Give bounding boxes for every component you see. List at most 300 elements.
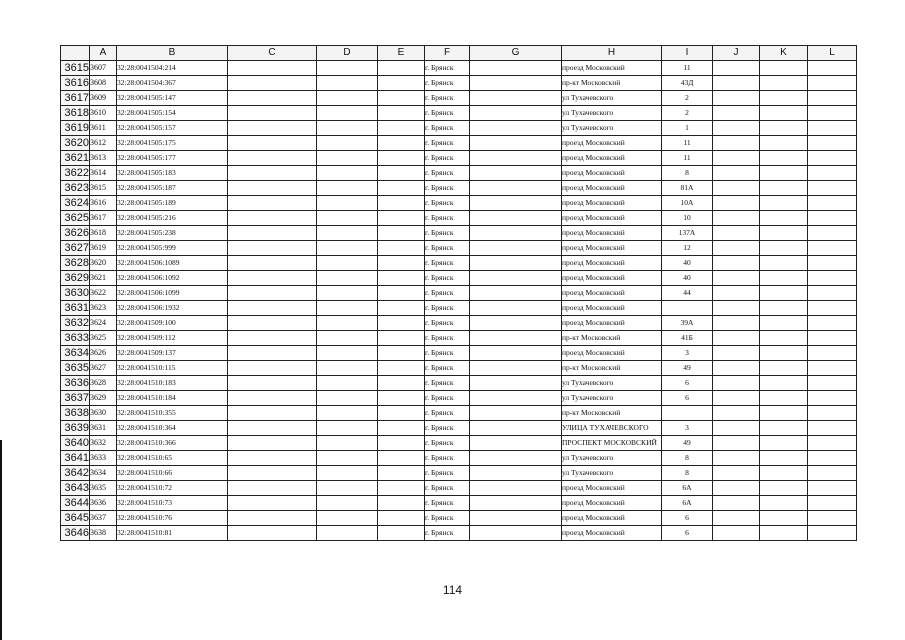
cell-i[interactable]: 11 xyxy=(662,151,713,166)
cell-j[interactable] xyxy=(713,331,760,346)
cell-i[interactable]: 11 xyxy=(662,61,713,76)
cell-a[interactable]: 3607 xyxy=(90,61,117,76)
cell-j[interactable] xyxy=(713,346,760,361)
cell-e[interactable] xyxy=(378,391,425,406)
cell-h[interactable]: пр-кт Московский xyxy=(562,406,662,421)
cell-d[interactable] xyxy=(317,301,378,316)
cell-c[interactable] xyxy=(228,406,317,421)
cell-d[interactable] xyxy=(317,316,378,331)
cell-g[interactable] xyxy=(470,481,562,496)
cell-g[interactable] xyxy=(470,136,562,151)
cell-k[interactable] xyxy=(760,496,808,511)
cell-b[interactable]: 32:28:0041506:1099 xyxy=(117,286,228,301)
row-number[interactable]: 3643 xyxy=(61,481,90,496)
row-number[interactable]: 3635 xyxy=(61,361,90,376)
cell-g[interactable] xyxy=(470,376,562,391)
cell-c[interactable] xyxy=(228,511,317,526)
row-number[interactable]: 3619 xyxy=(61,121,90,136)
cell-l[interactable] xyxy=(808,496,857,511)
cell-l[interactable] xyxy=(808,391,857,406)
cell-d[interactable] xyxy=(317,91,378,106)
cell-e[interactable] xyxy=(378,451,425,466)
cell-l[interactable] xyxy=(808,481,857,496)
cell-e[interactable] xyxy=(378,91,425,106)
cell-g[interactable] xyxy=(470,241,562,256)
cell-j[interactable] xyxy=(713,121,760,136)
cell-i[interactable]: 6 xyxy=(662,376,713,391)
cell-k[interactable] xyxy=(760,391,808,406)
cell-g[interactable] xyxy=(470,361,562,376)
cell-i[interactable]: 11 xyxy=(662,136,713,151)
cell-j[interactable] xyxy=(713,481,760,496)
cell-e[interactable] xyxy=(378,421,425,436)
cell-a[interactable]: 3620 xyxy=(90,256,117,271)
cell-g[interactable] xyxy=(470,106,562,121)
cell-a[interactable]: 3613 xyxy=(90,151,117,166)
cell-b[interactable]: 32:28:0041510:183 xyxy=(117,376,228,391)
cell-i[interactable] xyxy=(662,406,713,421)
cell-l[interactable] xyxy=(808,181,857,196)
cell-e[interactable] xyxy=(378,436,425,451)
cell-b[interactable]: 32:28:0041510:76 xyxy=(117,511,228,526)
cell-h[interactable]: проезд Московский xyxy=(562,271,662,286)
cell-d[interactable] xyxy=(317,526,378,541)
cell-h[interactable]: УЛИЦА ТУХАЧЕВСКОГО xyxy=(562,421,662,436)
cell-e[interactable] xyxy=(378,301,425,316)
cell-a[interactable]: 3628 xyxy=(90,376,117,391)
cell-k[interactable] xyxy=(760,61,808,76)
cell-e[interactable] xyxy=(378,346,425,361)
cell-c[interactable] xyxy=(228,166,317,181)
cell-b[interactable]: 32:28:0041505:187 xyxy=(117,181,228,196)
cell-i[interactable]: 3 xyxy=(662,421,713,436)
cell-k[interactable] xyxy=(760,226,808,241)
cell-b[interactable]: 32:28:0041509:137 xyxy=(117,346,228,361)
cell-j[interactable] xyxy=(713,496,760,511)
cell-e[interactable] xyxy=(378,76,425,91)
cell-b[interactable]: 32:28:0041505:999 xyxy=(117,241,228,256)
cell-c[interactable] xyxy=(228,391,317,406)
cell-e[interactable] xyxy=(378,271,425,286)
cell-k[interactable] xyxy=(760,361,808,376)
cell-i[interactable]: 10А xyxy=(662,196,713,211)
cell-c[interactable] xyxy=(228,361,317,376)
cell-c[interactable] xyxy=(228,196,317,211)
cell-i[interactable]: 49 xyxy=(662,436,713,451)
cell-e[interactable] xyxy=(378,106,425,121)
row-number[interactable]: 3620 xyxy=(61,136,90,151)
cell-h[interactable]: ул Тухачевского xyxy=(562,391,662,406)
cell-c[interactable] xyxy=(228,211,317,226)
cell-a[interactable]: 3619 xyxy=(90,241,117,256)
cell-k[interactable] xyxy=(760,91,808,106)
cell-b[interactable]: 32:28:0041505:216 xyxy=(117,211,228,226)
cell-c[interactable] xyxy=(228,301,317,316)
cell-h[interactable]: проезд Московский xyxy=(562,346,662,361)
cell-c[interactable] xyxy=(228,436,317,451)
cell-h[interactable]: проезд Московский xyxy=(562,511,662,526)
cell-k[interactable] xyxy=(760,136,808,151)
cell-i[interactable]: 43Д xyxy=(662,76,713,91)
cell-l[interactable] xyxy=(808,61,857,76)
cell-b[interactable]: 32:28:0041510:364 xyxy=(117,421,228,436)
cell-g[interactable] xyxy=(470,226,562,241)
row-number[interactable]: 3638 xyxy=(61,406,90,421)
cell-k[interactable] xyxy=(760,151,808,166)
cell-i[interactable]: 6 xyxy=(662,511,713,526)
cell-i[interactable]: 6А xyxy=(662,481,713,496)
cell-g[interactable] xyxy=(470,271,562,286)
cell-i[interactable]: 6 xyxy=(662,391,713,406)
cell-h[interactable]: проезд Московский xyxy=(562,166,662,181)
cell-j[interactable] xyxy=(713,181,760,196)
cell-h[interactable]: проезд Московский xyxy=(562,226,662,241)
cell-i[interactable]: 49 xyxy=(662,361,713,376)
cell-k[interactable] xyxy=(760,106,808,121)
cell-c[interactable] xyxy=(228,526,317,541)
cell-h[interactable]: проезд Московский xyxy=(562,316,662,331)
cell-i[interactable]: 8 xyxy=(662,466,713,481)
cell-d[interactable] xyxy=(317,436,378,451)
cell-d[interactable] xyxy=(317,361,378,376)
cell-l[interactable] xyxy=(808,136,857,151)
cell-a[interactable]: 3616 xyxy=(90,196,117,211)
cell-d[interactable] xyxy=(317,421,378,436)
cell-c[interactable] xyxy=(228,481,317,496)
cell-e[interactable] xyxy=(378,331,425,346)
row-number[interactable]: 3632 xyxy=(61,316,90,331)
cell-d[interactable] xyxy=(317,211,378,226)
cell-h[interactable]: ПРОСПЕКТ МОСКОВСКИЙ xyxy=(562,436,662,451)
cell-b[interactable]: 32:28:0041510:65 xyxy=(117,451,228,466)
cell-b[interactable]: 32:28:0041505:147 xyxy=(117,91,228,106)
cell-f[interactable]: г. Брянск xyxy=(425,211,470,226)
cell-j[interactable] xyxy=(713,136,760,151)
cell-l[interactable] xyxy=(808,91,857,106)
cell-g[interactable] xyxy=(470,121,562,136)
cell-c[interactable] xyxy=(228,106,317,121)
cell-d[interactable] xyxy=(317,376,378,391)
cell-c[interactable] xyxy=(228,376,317,391)
cell-g[interactable] xyxy=(470,61,562,76)
cell-k[interactable] xyxy=(760,76,808,91)
cell-g[interactable] xyxy=(470,301,562,316)
cell-c[interactable] xyxy=(228,136,317,151)
cell-e[interactable] xyxy=(378,376,425,391)
row-number[interactable]: 3641 xyxy=(61,451,90,466)
cell-g[interactable] xyxy=(470,166,562,181)
cell-l[interactable] xyxy=(808,331,857,346)
row-number[interactable]: 3626 xyxy=(61,226,90,241)
cell-k[interactable] xyxy=(760,451,808,466)
cell-i[interactable]: 137А xyxy=(662,226,713,241)
row-number[interactable]: 3618 xyxy=(61,106,90,121)
cell-k[interactable] xyxy=(760,436,808,451)
cell-a[interactable]: 3635 xyxy=(90,481,117,496)
cell-h[interactable]: проезд Московский xyxy=(562,241,662,256)
cell-b[interactable]: 32:28:0041505:157 xyxy=(117,121,228,136)
cell-e[interactable] xyxy=(378,361,425,376)
cell-b[interactable]: 32:28:0041504:214 xyxy=(117,61,228,76)
cell-k[interactable] xyxy=(760,316,808,331)
cell-k[interactable] xyxy=(760,121,808,136)
cell-l[interactable] xyxy=(808,166,857,181)
cell-a[interactable]: 3631 xyxy=(90,421,117,436)
row-number[interactable]: 3642 xyxy=(61,466,90,481)
cell-c[interactable] xyxy=(228,241,317,256)
cell-i[interactable]: 8 xyxy=(662,166,713,181)
cell-e[interactable] xyxy=(378,211,425,226)
cell-j[interactable] xyxy=(713,526,760,541)
cell-a[interactable]: 3629 xyxy=(90,391,117,406)
cell-f[interactable]: г. Брянск xyxy=(425,346,470,361)
cell-d[interactable] xyxy=(317,76,378,91)
cell-g[interactable] xyxy=(470,511,562,526)
cell-k[interactable] xyxy=(760,286,808,301)
cell-k[interactable] xyxy=(760,331,808,346)
cell-h[interactable]: проезд Московский xyxy=(562,496,662,511)
row-number[interactable]: 3628 xyxy=(61,256,90,271)
cell-f[interactable]: г. Брянск xyxy=(425,271,470,286)
cell-j[interactable] xyxy=(713,241,760,256)
cell-b[interactable]: 32:28:0041510:73 xyxy=(117,496,228,511)
cell-j[interactable] xyxy=(713,421,760,436)
cell-a[interactable]: 3622 xyxy=(90,286,117,301)
cell-h[interactable]: проезд Московский xyxy=(562,301,662,316)
cell-b[interactable]: 32:28:0041505:183 xyxy=(117,166,228,181)
cell-h[interactable]: проезд Московский xyxy=(562,481,662,496)
cell-h[interactable]: ул Тухачевского xyxy=(562,451,662,466)
cell-l[interactable] xyxy=(808,241,857,256)
cell-a[interactable]: 3617 xyxy=(90,211,117,226)
cell-e[interactable] xyxy=(378,256,425,271)
cell-a[interactable]: 3624 xyxy=(90,316,117,331)
cell-k[interactable] xyxy=(760,421,808,436)
cell-l[interactable] xyxy=(808,406,857,421)
cell-e[interactable] xyxy=(378,121,425,136)
cell-a[interactable]: 3634 xyxy=(90,466,117,481)
row-number[interactable]: 3646 xyxy=(61,526,90,541)
cell-k[interactable] xyxy=(760,526,808,541)
cell-d[interactable] xyxy=(317,196,378,211)
cell-l[interactable] xyxy=(808,76,857,91)
cell-f[interactable]: г. Брянск xyxy=(425,451,470,466)
cell-a[interactable]: 3636 xyxy=(90,496,117,511)
row-number[interactable]: 3639 xyxy=(61,421,90,436)
cell-i[interactable]: 40 xyxy=(662,271,713,286)
cell-d[interactable] xyxy=(317,106,378,121)
cell-c[interactable] xyxy=(228,256,317,271)
cell-a[interactable]: 3621 xyxy=(90,271,117,286)
cell-g[interactable] xyxy=(470,391,562,406)
cell-d[interactable] xyxy=(317,61,378,76)
cell-e[interactable] xyxy=(378,196,425,211)
cell-h[interactable]: проезд Московский xyxy=(562,136,662,151)
cell-c[interactable] xyxy=(228,271,317,286)
cell-f[interactable]: г. Брянск xyxy=(425,511,470,526)
cell-e[interactable] xyxy=(378,286,425,301)
cell-f[interactable]: г. Брянск xyxy=(425,91,470,106)
cell-j[interactable] xyxy=(713,451,760,466)
cell-a[interactable]: 3633 xyxy=(90,451,117,466)
cell-f[interactable]: г. Брянск xyxy=(425,106,470,121)
cell-e[interactable] xyxy=(378,166,425,181)
cell-f[interactable]: г. Брянск xyxy=(425,316,470,331)
cell-d[interactable] xyxy=(317,451,378,466)
cell-h[interactable]: проезд Московский xyxy=(562,286,662,301)
cell-e[interactable] xyxy=(378,61,425,76)
cell-i[interactable]: 41Б xyxy=(662,331,713,346)
cell-b[interactable]: 32:28:0041510:81 xyxy=(117,526,228,541)
cell-d[interactable] xyxy=(317,481,378,496)
cell-f[interactable]: г. Брянск xyxy=(425,526,470,541)
cell-b[interactable]: 32:28:0041510:184 xyxy=(117,391,228,406)
cell-j[interactable] xyxy=(713,511,760,526)
cell-l[interactable] xyxy=(808,211,857,226)
row-number[interactable]: 3645 xyxy=(61,511,90,526)
cell-h[interactable]: пр-кт Московский xyxy=(562,361,662,376)
cell-a[interactable]: 3632 xyxy=(90,436,117,451)
cell-b[interactable]: 32:28:0041509:100 xyxy=(117,316,228,331)
cell-h[interactable]: проезд Московский xyxy=(562,526,662,541)
cell-e[interactable] xyxy=(378,496,425,511)
cell-f[interactable]: г. Брянск xyxy=(425,136,470,151)
row-number[interactable]: 3640 xyxy=(61,436,90,451)
cell-b[interactable]: 32:28:0041506:1092 xyxy=(117,271,228,286)
cell-f[interactable]: г. Брянск xyxy=(425,241,470,256)
cell-j[interactable] xyxy=(713,361,760,376)
cell-h[interactable]: проезд Московский xyxy=(562,211,662,226)
row-number[interactable]: 3623 xyxy=(61,181,90,196)
cell-a[interactable]: 3638 xyxy=(90,526,117,541)
cell-f[interactable]: г. Брянск xyxy=(425,166,470,181)
cell-j[interactable] xyxy=(713,406,760,421)
cell-c[interactable] xyxy=(228,226,317,241)
cell-b[interactable]: 32:28:0041510:366 xyxy=(117,436,228,451)
cell-b[interactable]: 32:28:0041506:1932 xyxy=(117,301,228,316)
cell-k[interactable] xyxy=(760,166,808,181)
cell-g[interactable] xyxy=(470,436,562,451)
cell-h[interactable]: ул Тухачевского xyxy=(562,106,662,121)
cell-l[interactable] xyxy=(808,121,857,136)
cell-k[interactable] xyxy=(760,196,808,211)
row-number[interactable]: 3615 xyxy=(61,61,90,76)
cell-j[interactable] xyxy=(713,151,760,166)
cell-c[interactable] xyxy=(228,76,317,91)
row-number[interactable]: 3617 xyxy=(61,91,90,106)
cell-j[interactable] xyxy=(713,166,760,181)
cell-l[interactable] xyxy=(808,436,857,451)
cell-e[interactable] xyxy=(378,316,425,331)
cell-f[interactable]: г. Брянск xyxy=(425,481,470,496)
cell-b[interactable]: 32:28:0041510:115 xyxy=(117,361,228,376)
cell-d[interactable] xyxy=(317,391,378,406)
cell-l[interactable] xyxy=(808,376,857,391)
cell-f[interactable]: г. Брянск xyxy=(425,421,470,436)
cell-i[interactable]: 2 xyxy=(662,91,713,106)
cell-j[interactable] xyxy=(713,226,760,241)
cell-j[interactable] xyxy=(713,376,760,391)
cell-f[interactable]: г. Брянск xyxy=(425,286,470,301)
cell-i[interactable]: 40 xyxy=(662,256,713,271)
cell-d[interactable] xyxy=(317,181,378,196)
cell-b[interactable]: 32:28:0041505:177 xyxy=(117,151,228,166)
cell-e[interactable] xyxy=(378,526,425,541)
row-number[interactable]: 3629 xyxy=(61,271,90,286)
row-number[interactable]: 3636 xyxy=(61,376,90,391)
row-number[interactable]: 3621 xyxy=(61,151,90,166)
cell-b[interactable]: 32:28:0041506:1089 xyxy=(117,256,228,271)
cell-e[interactable] xyxy=(378,181,425,196)
cell-a[interactable]: 3637 xyxy=(90,511,117,526)
row-number[interactable]: 3625 xyxy=(61,211,90,226)
cell-i[interactable]: 2 xyxy=(662,106,713,121)
cell-a[interactable]: 3626 xyxy=(90,346,117,361)
cell-j[interactable] xyxy=(713,436,760,451)
cell-d[interactable] xyxy=(317,286,378,301)
cell-h[interactable]: проезд Московский xyxy=(562,61,662,76)
cell-c[interactable] xyxy=(228,451,317,466)
cell-l[interactable] xyxy=(808,511,857,526)
cell-k[interactable] xyxy=(760,181,808,196)
cell-j[interactable] xyxy=(713,61,760,76)
cell-g[interactable] xyxy=(470,451,562,466)
row-number[interactable]: 3622 xyxy=(61,166,90,181)
cell-d[interactable] xyxy=(317,241,378,256)
cell-b[interactable]: 32:28:0041505:154 xyxy=(117,106,228,121)
cell-a[interactable]: 3618 xyxy=(90,226,117,241)
cell-l[interactable] xyxy=(808,526,857,541)
cell-b[interactable]: 32:28:0041510:66 xyxy=(117,466,228,481)
cell-c[interactable] xyxy=(228,346,317,361)
cell-k[interactable] xyxy=(760,406,808,421)
cell-f[interactable]: г. Брянск xyxy=(425,361,470,376)
cell-k[interactable] xyxy=(760,346,808,361)
cell-j[interactable] xyxy=(713,256,760,271)
cell-d[interactable] xyxy=(317,346,378,361)
cell-g[interactable] xyxy=(470,526,562,541)
row-number[interactable]: 3634 xyxy=(61,346,90,361)
cell-l[interactable] xyxy=(808,346,857,361)
cell-h[interactable]: проезд Московский xyxy=(562,181,662,196)
cell-f[interactable]: г. Брянск xyxy=(425,496,470,511)
cell-f[interactable]: г. Брянск xyxy=(425,151,470,166)
cell-g[interactable] xyxy=(470,256,562,271)
cell-d[interactable] xyxy=(317,136,378,151)
row-number[interactable]: 3627 xyxy=(61,241,90,256)
cell-l[interactable] xyxy=(808,271,857,286)
cell-g[interactable] xyxy=(470,406,562,421)
cell-h[interactable]: ул Тухачевского xyxy=(562,466,662,481)
cell-a[interactable]: 3608 xyxy=(90,76,117,91)
cell-f[interactable]: г. Брянск xyxy=(425,121,470,136)
cell-f[interactable]: г. Брянск xyxy=(425,466,470,481)
cell-l[interactable] xyxy=(808,316,857,331)
cell-j[interactable] xyxy=(713,316,760,331)
cell-j[interactable] xyxy=(713,466,760,481)
cell-i[interactable]: 6А xyxy=(662,496,713,511)
cell-i[interactable]: 81А xyxy=(662,181,713,196)
cell-b[interactable]: 32:28:0041504:367 xyxy=(117,76,228,91)
cell-c[interactable] xyxy=(228,466,317,481)
cell-h[interactable]: ул Тухачевского xyxy=(562,91,662,106)
cell-h[interactable]: ул Тухачевского xyxy=(562,121,662,136)
cell-k[interactable] xyxy=(760,466,808,481)
cell-g[interactable] xyxy=(470,286,562,301)
cell-d[interactable] xyxy=(317,511,378,526)
cell-f[interactable]: г. Брянск xyxy=(425,196,470,211)
cell-k[interactable] xyxy=(760,301,808,316)
